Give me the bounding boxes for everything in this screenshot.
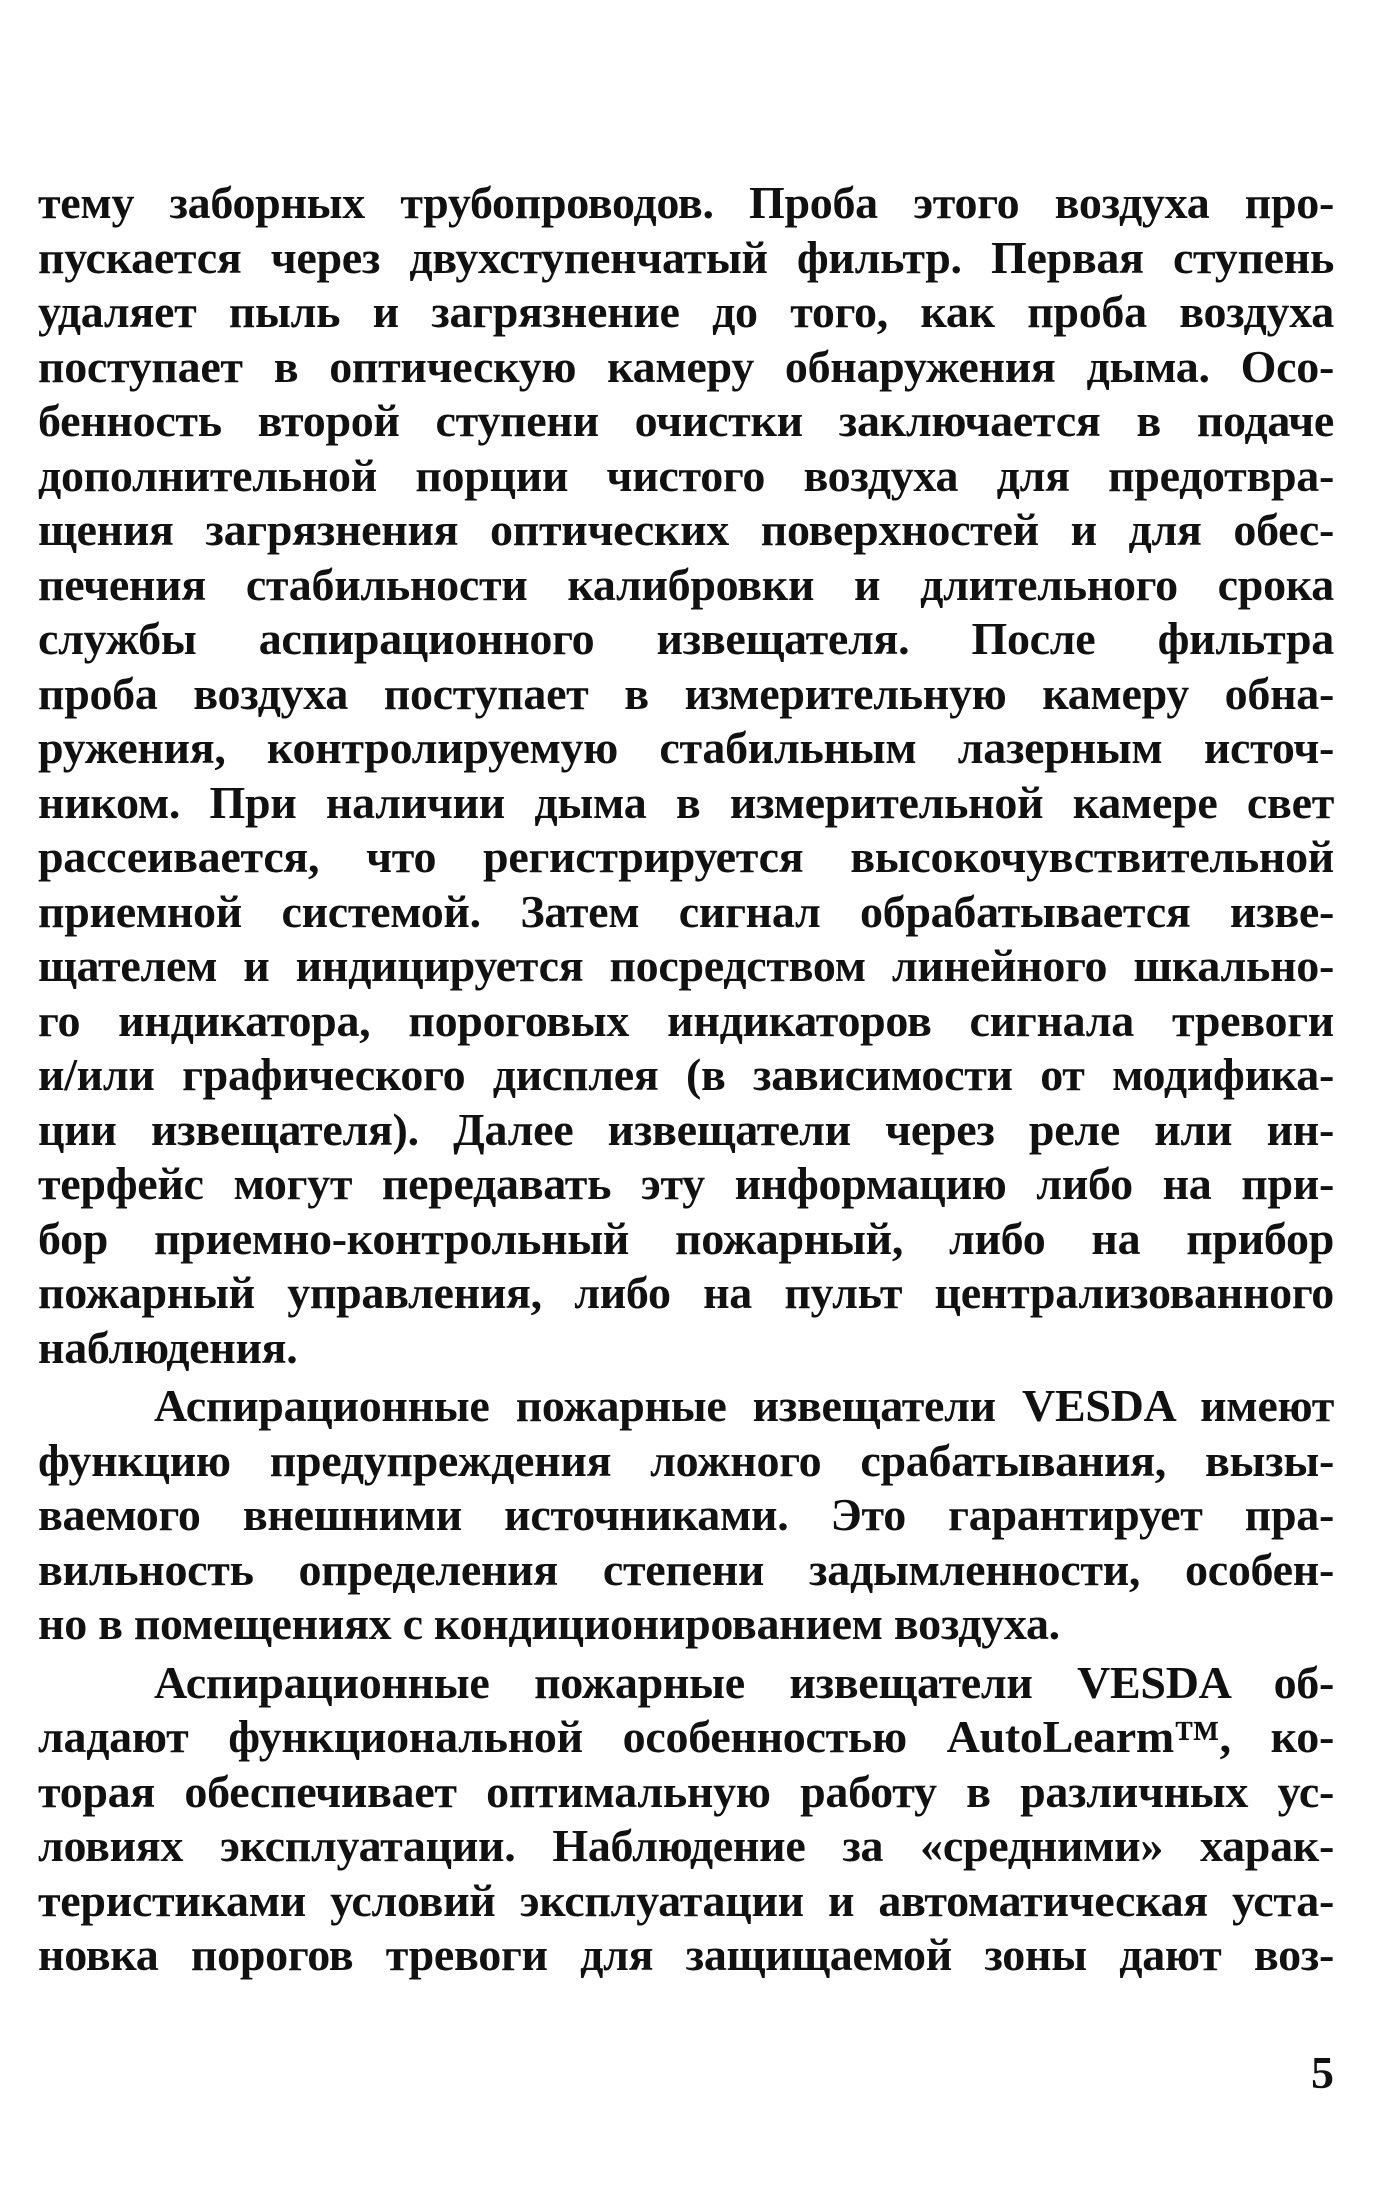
text-line: го индикатора, пороговых индикаторов сигнала тревоги: [38, 994, 1334, 1046]
text-line: наблюдения.: [38, 1321, 298, 1373]
paragraph-2: [38, 1379, 1334, 1652]
text-line: ником. При наличии дыма в измерительной камере свет: [38, 776, 1334, 828]
text-line: ваемого внешними источниками. Это гарантирует пра-: [38, 1489, 1334, 1540]
text-line: щателем и индицируется посредством линейного шкально-: [38, 940, 1334, 991]
text-line: поступает в оптическую камеру обнаружения дыма. Осо-: [38, 340, 1334, 392]
text-line: приемной системой. Затем сигнал обрабатывается изве-: [38, 885, 1334, 937]
text-line: ладают функциональной особенностью AutoLearm™, ко-: [38, 1711, 1334, 1762]
text-line: пускается через двухступенчатый фильтр. Первая ступень: [38, 231, 1334, 283]
page-number: 5: [1311, 2047, 1334, 2098]
text-line: дополнительной порции чистого воздуха для предотвра-: [38, 449, 1334, 501]
text-line: бенность второй ступени очистки заключается в подаче: [38, 395, 1334, 446]
text-line: и/или графического дисплея (в зависимости от модифика-: [38, 1049, 1334, 1100]
text-line: теристиками условий эксплуатации и автоматическая уста-: [38, 1874, 1334, 1926]
text-line: новка порогов тревоги для защищаемой зоны дают воз-: [38, 1929, 1334, 1980]
text-line: ловиях эксплуатации. Наблюдение за «средними» харак-: [38, 1820, 1334, 1871]
text-line: ции извещателя). Далее извещатели через реле или ин-: [38, 1103, 1334, 1155]
text-line: Аспирационные пожарные извещатели VESDA имеют: [154, 1380, 1334, 1431]
text-line: Аспирационные пожарные извещатели VESDA об-: [154, 1656, 1334, 1708]
paragraph-3: [38, 1656, 1334, 1983]
text-line: проба воздуха поступает в измерительную камеру обна-: [38, 667, 1334, 719]
text-line: терфейс могут передавать эту информацию либо на при-: [38, 1158, 1334, 1209]
text-line: торая обеспечивает оптимальную работу в различных ус-: [38, 1765, 1334, 1817]
text-line: но в помещениях с кондиционированием воздуха.: [38, 1598, 1060, 1649]
text-line: ружения, контролируемую стабильным лазерным источ-: [38, 722, 1334, 773]
text-line: щения загрязнения оптических поверхностей и для обес-: [38, 504, 1334, 555]
text-line: функцию предупреждения ложного срабатывания, вызы-: [38, 1434, 1334, 1486]
text-line: бор приемно-контрольный пожарный, либо на прибор: [38, 1212, 1334, 1264]
text-line: тему заборных трубопроводов. Проба этого воздуха про-: [38, 177, 1334, 228]
body-text: [38, 176, 1334, 1983]
paragraph-1: [38, 176, 1334, 1375]
text-line: печения стабильности калибровки и длительного срока: [38, 558, 1334, 610]
text-line: вильность определения степени задымленности, особен-: [38, 1543, 1334, 1595]
text-line: пожарный управления, либо на пульт централизованного: [38, 1267, 1334, 1318]
text-line: рассеивается, что регистрируется высокочувствительной: [38, 831, 1334, 882]
text-line: удаляет пыль и загрязнение до того, как проба воздуха: [38, 286, 1334, 337]
text-line: службы аспирационного извещателя. После фильтра: [38, 613, 1334, 664]
